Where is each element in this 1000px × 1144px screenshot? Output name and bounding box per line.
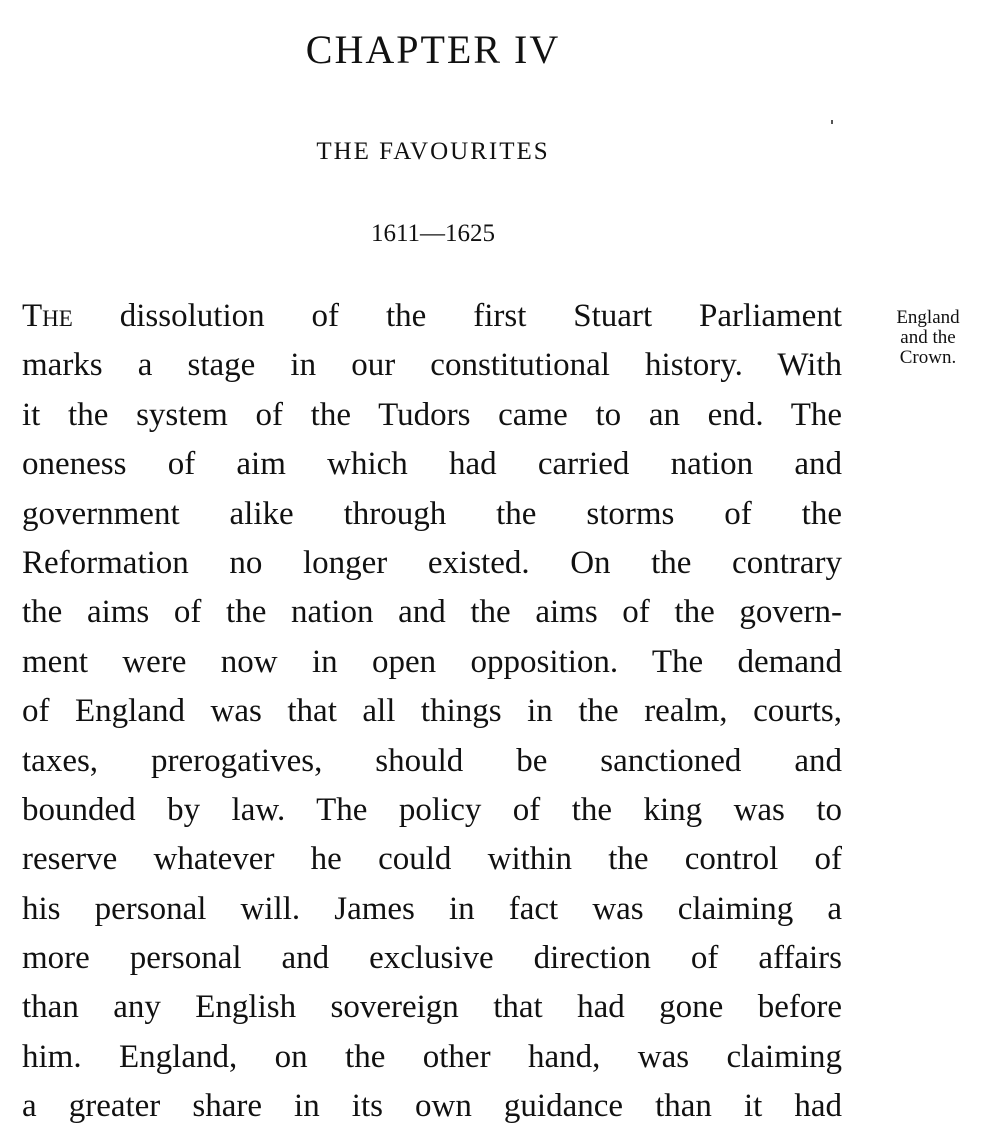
body-paragraph <box>22 292 842 1132</box>
chapter-heading: CHAPTER IV <box>305 27 561 72</box>
text-line <box>22 292 842 341</box>
text-line: it the system of the Tudors came to an end. The <box>22 396 842 433</box>
text-line: government alike through the storms of the <box>22 495 842 532</box>
text-line: of England was that all things in the realm, courts, <box>22 693 842 730</box>
text-line: the aims of the nation and the aims of the govern- <box>22 594 842 631</box>
text-line: than any English sovereign that had gone before <box>22 989 842 1026</box>
margin-note-line: Crown. <box>899 347 957 368</box>
chapter-subtitle: THE FAVOURITES <box>316 138 550 165</box>
text-line: his personal will. James in fact was claiming a <box>22 890 842 927</box>
text-line: oneness of aim which had carried nation and <box>22 446 842 483</box>
chapter-dates: 1611—1625 <box>370 220 496 247</box>
text-line: marks a stage in our constitutional history. With <box>22 347 842 384</box>
margin-note <box>872 308 984 368</box>
text-line: taxes, prerogatives, should be sanctioned and <box>22 742 842 779</box>
text-line: more personal and exclusive direction of affairs <box>22 940 842 977</box>
margin-note-line: England <box>896 307 960 328</box>
text-line-rest: dissolution of the first Stuart Parliament <box>72 298 842 334</box>
margin-note-line: and the <box>900 327 956 348</box>
text-line: a greater share in its own guidance than it had <box>22 1088 842 1125</box>
text-line: Reformation no longer existed. On the contrary <box>22 544 842 581</box>
print-speck <box>831 120 833 124</box>
text-line: bounded by law. The policy of the king was to <box>22 791 842 828</box>
lead-word: The <box>22 298 73 334</box>
text-line: ment were now in open opposition. The demand <box>22 643 842 680</box>
text-line: reserve whatever he could within the control of <box>22 841 842 878</box>
text-line: him. England, on the other hand, was claiming <box>22 1038 842 1075</box>
